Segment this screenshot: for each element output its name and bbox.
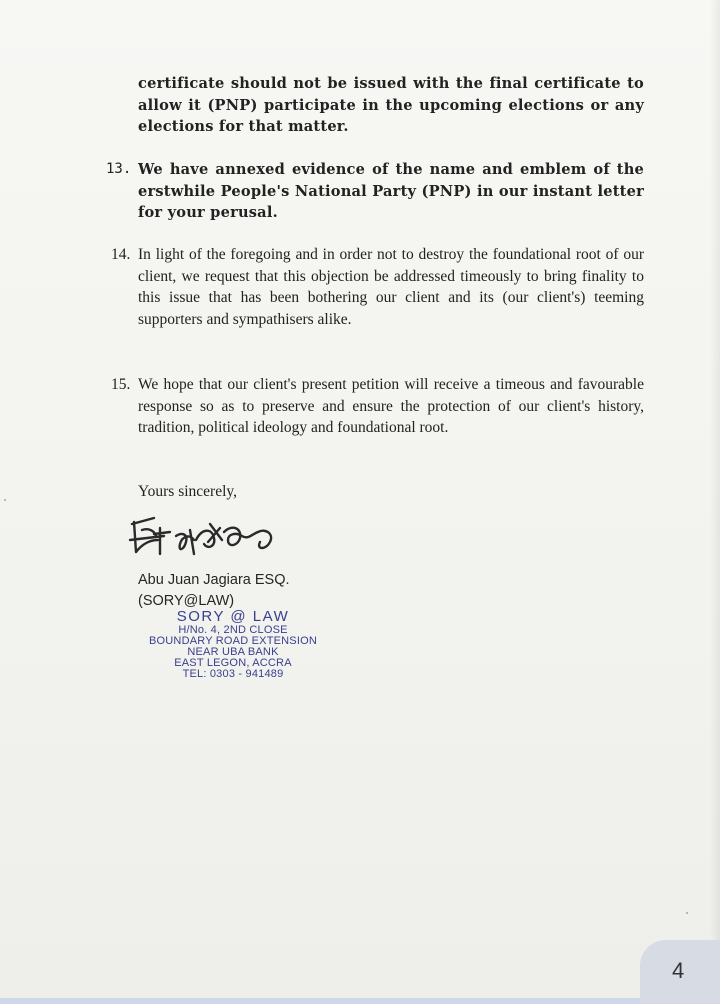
item-15-number: 15. [111, 376, 131, 393]
page-edge-shadow [710, 0, 720, 1004]
stamp-title: SORY @ LAW [176, 608, 290, 625]
signatory-firm: (SORY@LAW) [138, 593, 235, 609]
stamp-line: EAST LEGON, ACCRA [174, 657, 292, 669]
item-13-number: 13. [106, 161, 132, 177]
stamp-line: TEL: 0303 - 941489 [182, 668, 284, 680]
handwritten-signature [124, 510, 294, 560]
item-13-text: We have annexed evidence of the name and emblem of the erstwhile People's National Party (PNP) in our instant letter for your perusal. [138, 161, 644, 221]
stamp-line: H/No. 4, 2ND CLOSE [178, 624, 288, 636]
item-14-text: In light of the foregoing and in order not to destroy the foundational root of our client, we request that this objection be addressed timeously to bring finality to this issue that has been bothering our client and its (our client's) teeming supporters and sympathisers alike. [138, 246, 644, 328]
viewer-bottom-strip [0, 998, 720, 1004]
stamp-line: BOUNDARY ROAD EXTENSION [148, 635, 317, 647]
firm-stamp [128, 609, 338, 680]
scan-speck [4, 499, 6, 501]
stamp-line: NEAR UBA BANK [187, 646, 279, 658]
item-15-text: We hope that our client's present petition will receive a timeous and favourable response so as to preserve and ensure the protection of our client's history, tradition, political ideology and foundational root. [138, 376, 644, 437]
item-14-number: 14. [111, 246, 131, 263]
closing-salutation: Yours sincerely, [138, 483, 238, 500]
scan-speck [686, 912, 688, 914]
paragraph-12-continuation: certificate should not be issued with the final certificate to allow it (PNP) participate in the upcoming elections or any elections for that matter. [138, 75, 644, 135]
page-number: 4 [672, 958, 685, 983]
signatory-name: Abu Juan Jagiara ESQ. [138, 572, 290, 588]
